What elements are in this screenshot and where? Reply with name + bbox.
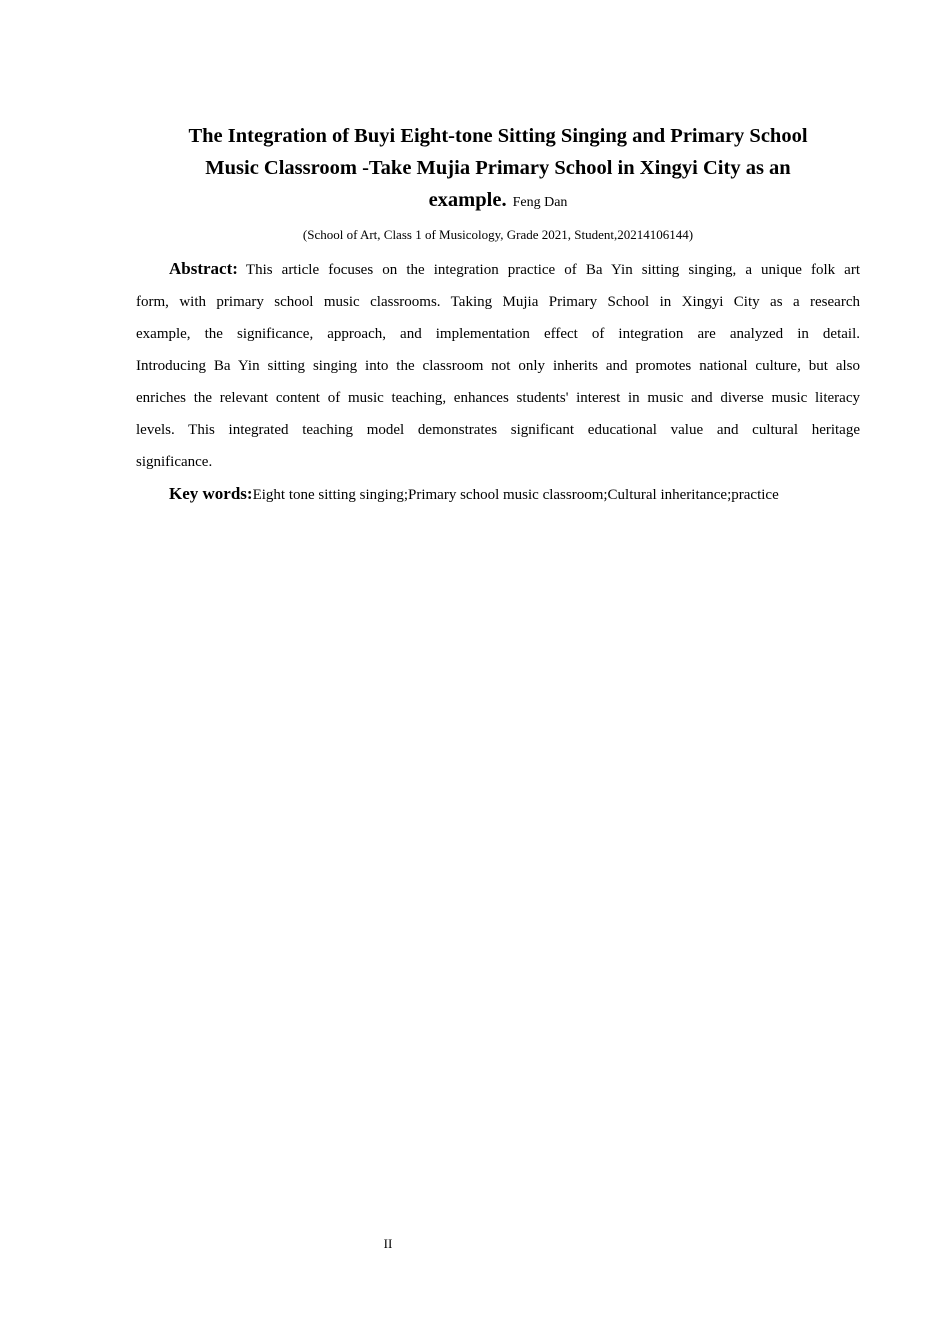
- abstract-line: enriches the relevant content of music teaching, enhances students' interest in music and diverse music literacy: [136, 390, 860, 406]
- abstract-label: Abstract:: [169, 259, 238, 278]
- abstract-line: [136, 253, 860, 286]
- document-title: [136, 120, 860, 219]
- title-line-2: Music Classroom -Take Mujia Primary School in Xingyi City as an: [205, 157, 791, 179]
- abstract-line-text: This article focuses on the integration practice of Ba Yin sitting singing, a unique folk art: [245, 262, 860, 278]
- title-line-3: [136, 184, 860, 219]
- document-content: [136, 120, 860, 511]
- title-last-fragment: example.: [428, 189, 507, 211]
- page-number: II: [383, 1236, 393, 1251]
- abstract-paragraph: [136, 253, 860, 478]
- affiliation-line: (School of Art, Class 1 of Musicology, Grade 2021, Student,20214106144): [302, 227, 694, 242]
- abstract-line: form, with primary school music classrooms. Taking Mujia Primary School in Xingyi City as a research: [136, 294, 860, 310]
- keywords-label: Key words:: [169, 484, 253, 503]
- title-line-1: The Integration of Buyi Eight-tone Sitting Singing and Primary School: [188, 125, 808, 147]
- keywords-text: Eight tone sitting singing;Primary school music classroom;Cultural inheritance;practice: [252, 487, 779, 503]
- author-name: Feng Dan: [512, 195, 568, 210]
- abstract-line: levels. This integrated teaching model demonstrates significant educational value and cultural heritage: [136, 422, 860, 438]
- keywords-line: [136, 478, 860, 511]
- abstract-line: significance.: [136, 454, 213, 470]
- abstract-line: Introducing Ba Yin sitting singing into the classroom not only inherits and promotes national culture, but also: [136, 358, 860, 374]
- abstract-line: example, the significance, approach, and implementation effect of integration are analyzed in detail.: [136, 326, 860, 342]
